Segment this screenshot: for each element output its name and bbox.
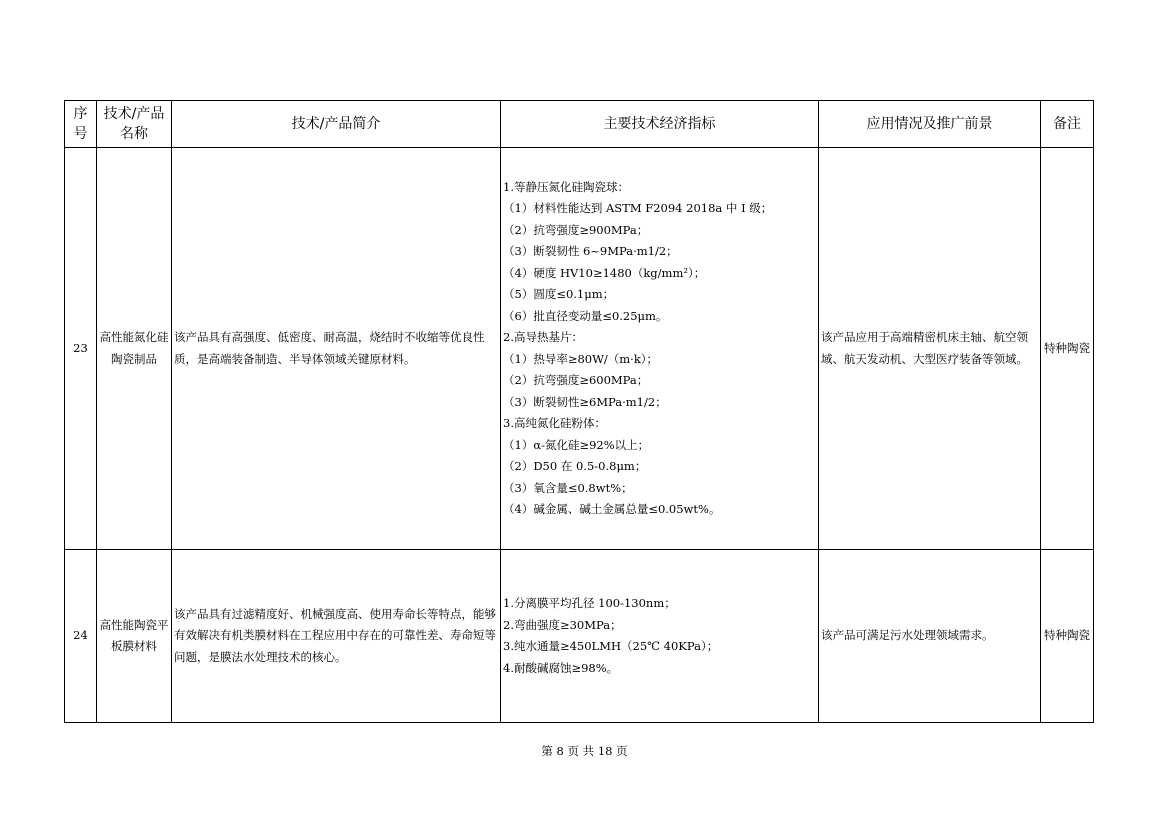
spec-line: （1）α-氮化硅≥92%以上；	[503, 437, 650, 452]
technology-product-table	[64, 100, 1094, 723]
row-note: 特种陶瓷	[1041, 148, 1094, 550]
spec-line: 3.纯水通量≥450LMH（25℃ 40KPa）；	[503, 639, 719, 653]
spec-line: （6）批直径变动量≤0.25μm。	[503, 308, 668, 323]
spec-line: 2.弯曲强度≥30MPa；	[503, 617, 622, 632]
row-seq: 23	[65, 148, 97, 550]
header-note: 备注	[1041, 101, 1094, 148]
spec-line: 2.高导热基片：	[503, 330, 583, 344]
spec-line: （4）硬度 HV10≥1480（kg/mm²）；	[503, 265, 706, 280]
spec-line: （3）断裂韧性 6~9MPa·m1/2；	[503, 244, 678, 258]
row-seq: 24	[65, 550, 97, 723]
header-application: 应用情况及推广前景	[819, 101, 1041, 148]
row-product-name: 高性能氮化硅陶瓷制品	[97, 148, 172, 550]
row-specs	[501, 550, 819, 723]
header-name: 技术/产品名称	[97, 101, 172, 148]
spec-line: （4）碱金属、碱土金属总量≤0.05wt%。	[503, 502, 721, 516]
table-header-row	[65, 101, 1094, 148]
spec-line: （3）氧含量≤0.8wt%；	[503, 480, 633, 495]
row-intro: 该产品具有过滤精度好、机械强度高、使用寿命长等特点，能够有效解决有机类膜材料在工程应用中存在的可靠性差、寿命短等问题，是膜法水处理技术的核心。	[172, 550, 501, 723]
spec-line: （1）材料性能达到 ASTM F2094 2018a 中 I 级；	[503, 201, 773, 215]
row-application: 该产品可满足污水处理领域需求。	[819, 550, 1041, 723]
spec-line: 1.分离膜平均孔径 100-130nm；	[503, 596, 676, 610]
spec-line: （2）抗弯强度≥900MPa；	[503, 222, 649, 237]
spec-line: （5）圆度≤0.1μm；	[503, 287, 615, 301]
spec-line: （2）D50 在 0.5-0.8μm；	[503, 459, 647, 473]
page-number-footer: 第 8 页 共 18 页	[541, 744, 628, 758]
row-specs	[501, 148, 819, 550]
table-row	[65, 550, 1094, 723]
row-note: 特种陶瓷	[1041, 550, 1094, 723]
row-application: 该产品应用于高端精密机床主轴、航空领域、航天发动机、大型医疗装备等领域。	[819, 148, 1041, 550]
header-intro: 技术/产品简介	[172, 101, 501, 148]
header-seq: 序号	[65, 101, 97, 148]
spec-line: （2）抗弯强度≥600MPa；	[503, 373, 649, 387]
row-intro: 该产品具有高强度、低密度、耐高温，烧结时不收缩等优良性质，是高端装备制造、半导体领域关键原材料。	[172, 148, 501, 550]
row-product-name: 高性能陶瓷平板膜材料	[97, 550, 172, 723]
table-row	[65, 148, 1094, 550]
header-specs: 主要技术经济指标	[501, 101, 819, 148]
spec-line: 3.高纯氮化硅粉体：	[503, 416, 606, 430]
spec-line: 1.等静压氮化硅陶瓷球：	[503, 179, 629, 194]
spec-line: 4.耐酸碱腐蚀≥98%。	[503, 660, 619, 675]
spec-line: （1）热导率≥80W/（m·k）；	[503, 351, 659, 366]
spec-line: （3）断裂韧性≥6MPa·m1/2；	[503, 394, 667, 409]
